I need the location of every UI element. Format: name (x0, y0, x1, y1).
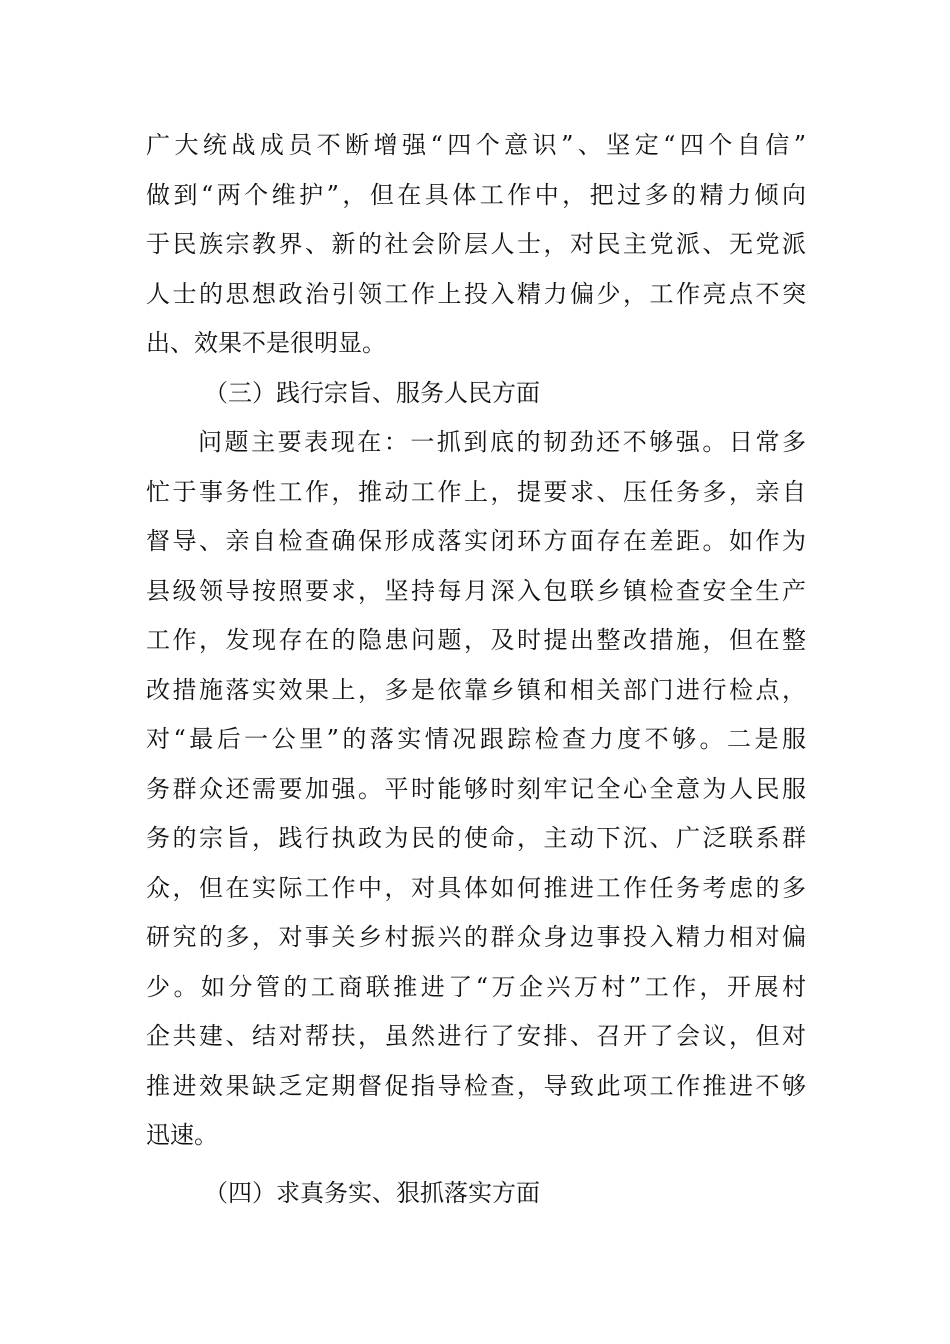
text-line: 推进效果缺乏定期督促指导检查，导致此项工作推进不够 (146, 1071, 806, 1100)
text-line: 广大统战成员不断增强“四个意识”、坚定“四个自信” (146, 131, 806, 159)
text-line: 改措施落实效果上，多是依靠乡镇和相关部门进行检点， (146, 675, 806, 704)
text-line: 少。如分管的工商联推进了“万企兴万村”工作，开展村 (146, 972, 806, 1001)
text-line: 众，但在实际工作中，对具体如何推进工作任务考虑的多 (146, 873, 806, 902)
text-line: 研究的多，对事关乡村振兴的群众身边事投入精力相对偏 (146, 923, 806, 951)
text-line: 务的宗旨，践行执政为民的使命，主动下沉、广泛联系群 (146, 824, 806, 852)
text-line: 问题主要表现在：一抓到底的韧劲还不够强。日常多 (198, 428, 806, 456)
text-line: 对“最后一公里”的落实情况跟踪检查力度不够。二是服 (146, 725, 806, 753)
text-line: 务群众还需要加强。平时能够时刻牢记全心全意为人民服 (146, 774, 806, 803)
text-line: 忙于事务性工作，推动工作上，提要求、压任务多，亲自 (146, 477, 806, 506)
section-heading-4: （四）求真务实、狠抓落实方面 (204, 1178, 540, 1207)
text-line: 迅速。 (146, 1121, 218, 1149)
paragraph-gap (146, 1168, 806, 1176)
text-line: 县级领导按照要求，坚持每月深入包联乡镇检查安全生产 (146, 576, 806, 605)
text-line: 督导、亲自检查确保形成落实闭环方面存在差距。如作为 (146, 527, 806, 555)
section-heading-3: （三）践行宗旨、服务人民方面 (204, 378, 540, 407)
text-line: 于民族宗教界、新的社会阶层人士，对民主党派、无党派 (146, 230, 806, 258)
text-line: 人士的思想政治引领工作上投入精力偏少，工作亮点不突 (146, 279, 806, 308)
text-line: 工作，发现存在的隐患问题，及时提出整改措施，但在整 (146, 626, 806, 654)
text-line: 企共建、结对帮扶，虽然进行了安排、召开了会议，但对 (146, 1022, 806, 1050)
text-line: 做到“两个维护”，但在具体工作中，把过多的精力倾向 (146, 180, 806, 209)
document-body (146, 128, 806, 1225)
text-line: 出、效果不是很明显。 (146, 329, 386, 357)
